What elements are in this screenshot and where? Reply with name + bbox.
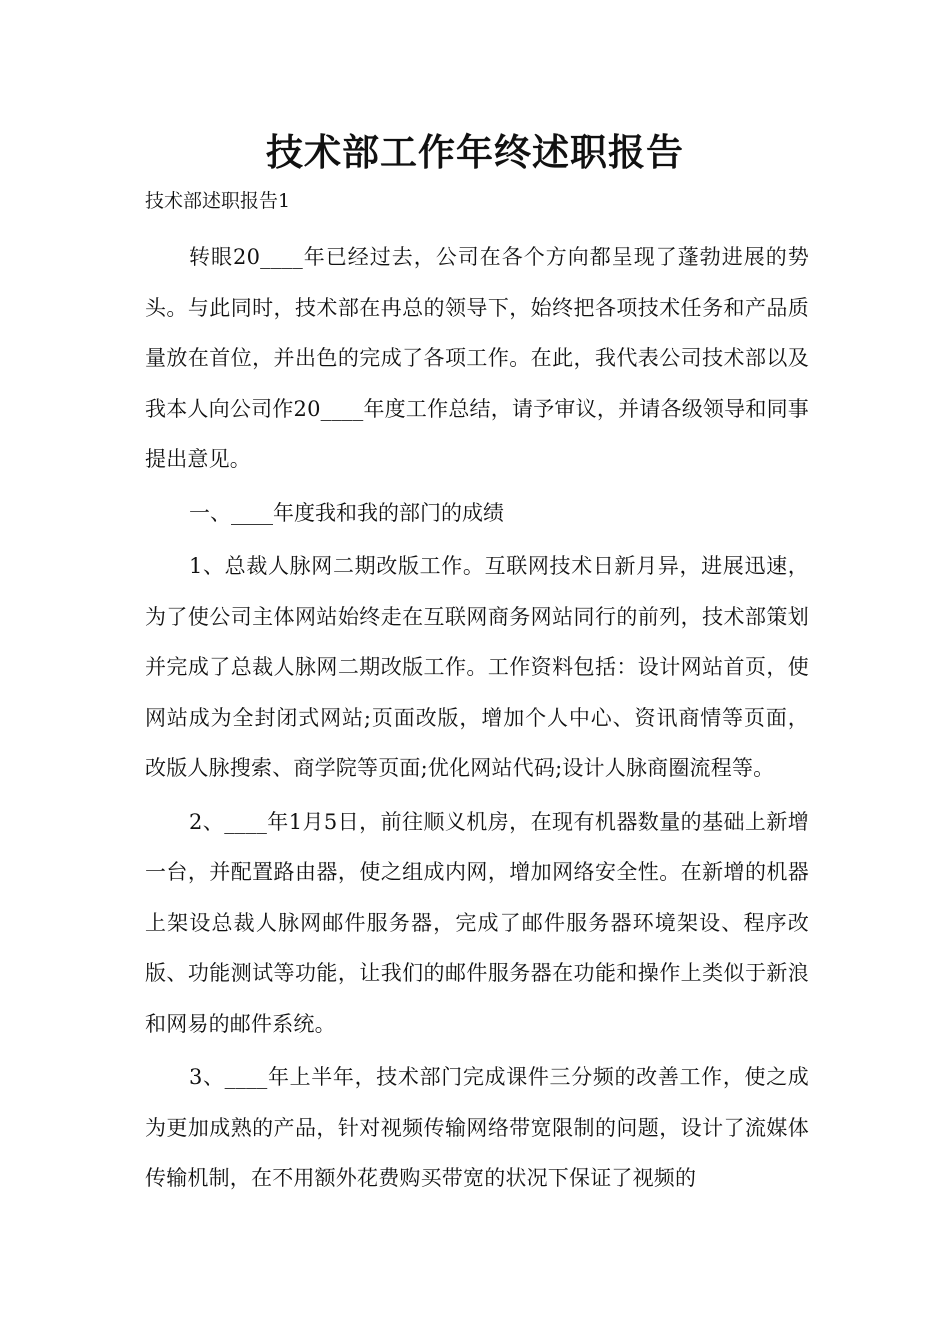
document-body [145,232,809,1207]
paragraph-item-2: 2、____年1月5日，前往顺义机房，在现有机器数量的基础上新增一台，并配置路由器，使之组成内网，增加网络安全性。在新增的机器上架设总裁人脉网邮件服务器，完成了邮件服务器环境架设、程序改版、功能测试等功能，让我们的邮件服务器在功能和操作上类似于新浪和网易的邮件系统。 [145,809,809,1036]
paragraph-item-3: 3、____年上半年，技术部门完成课件三分频的改善工作，使之成为更加成熟的产品，针对视频传输网络带宽限制的问题，设计了流媒体传输机制，在不用额外花费购买带宽的状况下保证了视频的 [145,1065,809,1190]
section-heading: 一、____年度我和我的部门的成绩 [189,500,504,525]
paragraph-intro: 转眼20____年已经过去，公司在各个方向都呈现了蓬勃进展的势头。与此同时，技术部在冉总的领导下，始终把各项技术任务和产品质量放在首位，并出色的完成了各项工作。在此，我代表公司技术部以及我本人向公司作20____年度工作总结，请予审议，并请各级领导和同事提出意见。 [145,245,809,471]
document-subtitle: 技术部述职报告1 [145,190,291,212]
document-title: 技术部工作年终述职报告 [266,131,684,174]
paragraph-item-1: 1、总裁人脉网二期改版工作。互联网技术日新月异，进展迅速，为了使公司主体网站始终走在互联网商务网站同行的前列，技术部策划并完成了总裁人脉网二期改版工作。工作资料包括：设计网站首页，使网站成为全封闭式网站;页面改版，增加个人中心、资讯商情等页面，改版人脉搜索、商学院等页面;优化网站代码;设计人脉商圈流程等。 [145,554,809,780]
